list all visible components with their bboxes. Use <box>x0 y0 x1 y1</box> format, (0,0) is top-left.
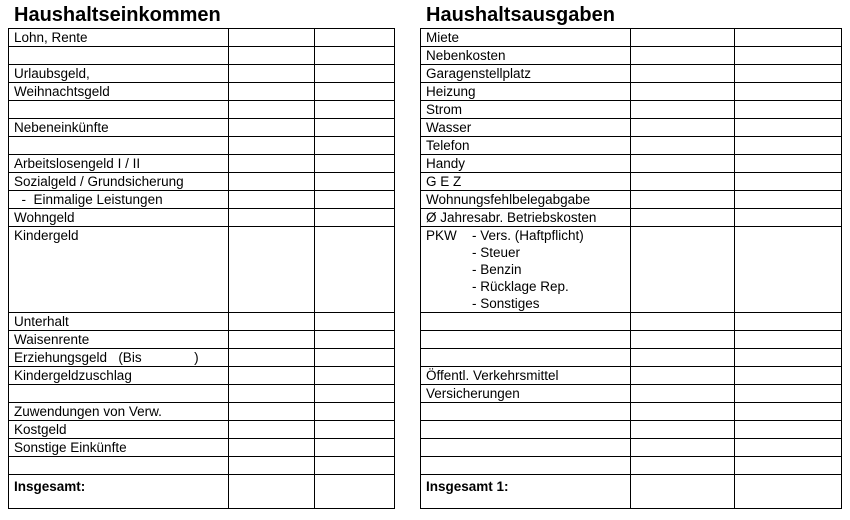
right-amount-cell[interactable] <box>631 421 735 439</box>
left-row <box>9 29 395 47</box>
left-row <box>9 227 395 313</box>
left-amount-cell[interactable] <box>229 137 315 155</box>
left-label-cell: Kostgeld <box>9 421 229 439</box>
right-label-cell: Heizung <box>421 83 631 101</box>
left-label-cell <box>9 47 229 65</box>
pkw-item: - Benzin <box>472 262 522 277</box>
right-amount-cell-2[interactable] <box>735 475 842 509</box>
right-amount-cell-2[interactable] <box>735 191 842 209</box>
right-amount-cell[interactable] <box>631 119 735 137</box>
right-amount-cell[interactable] <box>631 155 735 173</box>
left-amount-cell[interactable] <box>229 227 315 313</box>
left-amount-cell[interactable] <box>229 475 315 509</box>
right-amount-cell[interactable] <box>631 313 735 331</box>
left-row <box>9 331 395 349</box>
right-label-cell <box>421 349 631 367</box>
left-label-cell: Kindergeld <box>9 227 229 313</box>
left-label-cell: Sonstige Einkünfte <box>9 439 229 457</box>
right-amount-cell[interactable] <box>631 227 735 313</box>
right-amount-cell-2[interactable] <box>735 65 842 83</box>
right-amount-cell[interactable] <box>631 47 735 65</box>
left-amount-cell[interactable] <box>229 101 315 119</box>
right-amount-cell-2[interactable] <box>735 349 842 367</box>
left-row <box>9 349 395 367</box>
right-label-cell: Miete <box>421 29 631 47</box>
right-amount-cell-2[interactable] <box>735 83 842 101</box>
left-label-cell <box>9 101 229 119</box>
left-label-cell: Arbeitslosengeld I / II <box>9 155 229 173</box>
left-row <box>9 313 395 331</box>
right-row <box>421 385 842 403</box>
right-label-cell: Telefon <box>421 137 631 155</box>
right-amount-cell[interactable] <box>631 385 735 403</box>
right-amount-cell-2[interactable] <box>735 331 842 349</box>
right-label-cell <box>421 227 631 313</box>
right-label-cell: Nebenkosten <box>421 47 631 65</box>
right-amount-cell-2[interactable] <box>735 155 842 173</box>
right-amount-cell[interactable] <box>631 367 735 385</box>
right-row <box>421 101 842 119</box>
pkw-item: - Steuer <box>472 245 521 260</box>
left-label-cell: Insgesamt: <box>9 475 229 509</box>
left-amount-cell[interactable] <box>229 83 315 101</box>
right-row <box>421 367 842 385</box>
right-label-cell: Wohnungsfehlbelegabgabe <box>421 191 631 209</box>
right-amount-cell-2[interactable] <box>735 403 842 421</box>
left-row <box>9 155 395 173</box>
right-amount-cell-2[interactable] <box>735 385 842 403</box>
left-amount-cell[interactable] <box>229 29 315 47</box>
right-label-cell: Wasser <box>421 119 631 137</box>
right-row <box>421 439 842 457</box>
left-row <box>9 403 395 421</box>
left-row <box>9 421 395 439</box>
left-amount-cell-2[interactable] <box>315 137 395 155</box>
expenses-table <box>420 28 842 509</box>
right-label-cell: Versicherungen <box>421 385 631 403</box>
left-amount-cell[interactable] <box>229 173 315 191</box>
left-amount-cell-2[interactable] <box>315 155 395 173</box>
left-amount-cell[interactable] <box>229 385 315 403</box>
left-amount-cell-2[interactable] <box>315 349 395 367</box>
left-label-cell: Sozialgeld / Grundsicherung <box>9 173 229 191</box>
left-label-cell: Waisenrente <box>9 331 229 349</box>
left-amount-cell-2[interactable] <box>315 313 395 331</box>
left-amount-cell-2[interactable] <box>315 65 395 83</box>
right-label-cell: Insgesamt 1: <box>421 475 631 509</box>
right-amount-cell-2[interactable] <box>735 439 842 457</box>
right-amount-cell-2[interactable] <box>735 313 842 331</box>
right-row <box>421 155 842 173</box>
left-amount-cell[interactable] <box>229 421 315 439</box>
left-amount-cell-2[interactable] <box>315 209 395 227</box>
right-label-cell <box>421 331 631 349</box>
right-amount-cell[interactable] <box>631 191 735 209</box>
left-amount-cell-2[interactable] <box>315 173 395 191</box>
left-amount-cell-2[interactable] <box>315 227 395 313</box>
right-row <box>421 421 842 439</box>
right-amount-cell-2[interactable] <box>735 227 842 313</box>
left-label-cell: Unterhalt <box>9 313 229 331</box>
left-row <box>9 457 395 475</box>
left-amount-cell[interactable] <box>229 155 315 173</box>
left-amount-cell[interactable] <box>229 403 315 421</box>
left-label-cell: Erziehungsgeld (Bis ) <box>9 349 229 367</box>
left-amount-cell-2[interactable] <box>315 439 395 457</box>
left-row <box>9 65 395 83</box>
left-amount-cell-2[interactable] <box>315 475 395 509</box>
right-amount-cell[interactable] <box>631 349 735 367</box>
right-amount-cell-2[interactable] <box>735 47 842 65</box>
right-label-cell: Garagenstellplatz <box>421 65 631 83</box>
left-label-cell <box>9 385 229 403</box>
left-row <box>9 47 395 65</box>
left-row <box>9 137 395 155</box>
left-amount-cell[interactable] <box>229 439 315 457</box>
right-amount-cell[interactable] <box>631 457 735 475</box>
income-heading: Haushaltseinkommen <box>14 4 221 26</box>
left-row <box>9 475 395 509</box>
left-label-cell: - Einmalige Leistungen <box>9 191 229 209</box>
right-row <box>421 227 842 313</box>
left-amount-cell[interactable] <box>229 313 315 331</box>
left-amount-cell-2[interactable] <box>315 457 395 475</box>
right-row <box>421 457 842 475</box>
pkw-item: - Vers. (Haftpflicht) <box>472 228 584 243</box>
left-amount-cell-2[interactable] <box>315 29 395 47</box>
left-amount-cell[interactable] <box>229 191 315 209</box>
left-row <box>9 83 395 101</box>
right-row <box>421 331 842 349</box>
left-amount-cell[interactable] <box>229 367 315 385</box>
left-row <box>9 101 395 119</box>
left-amount-cell-2[interactable] <box>315 191 395 209</box>
right-amount-cell[interactable] <box>631 439 735 457</box>
right-label-cell <box>421 313 631 331</box>
right-row <box>421 475 842 509</box>
left-amount-cell[interactable] <box>229 457 315 475</box>
right-row <box>421 403 842 421</box>
left-amount-cell-2[interactable] <box>315 385 395 403</box>
left-amount-cell[interactable] <box>229 47 315 65</box>
right-row <box>421 209 842 227</box>
left-label-cell: Wohngeld <box>9 209 229 227</box>
right-label-cell <box>421 403 631 421</box>
right-row <box>421 191 842 209</box>
right-label-cell: Handy <box>421 155 631 173</box>
right-label-cell: Ø Jahresabr. Betriebskosten <box>421 209 631 227</box>
left-amount-cell[interactable] <box>229 349 315 367</box>
left-amount-cell-2[interactable] <box>315 403 395 421</box>
right-amount-cell[interactable] <box>631 475 735 509</box>
right-amount-cell-2[interactable] <box>735 101 842 119</box>
right-amount-cell-2[interactable] <box>735 421 842 439</box>
income-table <box>8 28 395 509</box>
right-amount-cell-2[interactable] <box>735 119 842 137</box>
left-label-cell: Kindergeldzuschlag <box>9 367 229 385</box>
right-row <box>421 47 842 65</box>
right-label-cell <box>421 457 631 475</box>
left-amount-cell[interactable] <box>229 209 315 227</box>
left-row <box>9 439 395 457</box>
right-row <box>421 83 842 101</box>
right-row <box>421 349 842 367</box>
left-row <box>9 191 395 209</box>
left-row <box>9 367 395 385</box>
right-amount-cell[interactable] <box>631 65 735 83</box>
right-amount-cell[interactable] <box>631 29 735 47</box>
right-amount-cell-2[interactable] <box>735 173 842 191</box>
right-amount-cell[interactable] <box>631 331 735 349</box>
pkw-label: PKW <box>426 228 457 243</box>
right-label-cell: G E Z <box>421 173 631 191</box>
left-label-cell: Zuwendungen von Verw. <box>9 403 229 421</box>
right-amount-cell-2[interactable] <box>735 367 842 385</box>
left-amount-cell[interactable] <box>229 65 315 83</box>
right-label-cell <box>421 421 631 439</box>
left-label-cell <box>9 137 229 155</box>
left-label-cell <box>9 457 229 475</box>
right-amount-cell-2[interactable] <box>735 29 842 47</box>
right-row <box>421 313 842 331</box>
left-amount-cell[interactable] <box>229 119 315 137</box>
expenses-heading: Haushaltsausgaben <box>426 4 615 26</box>
right-amount-cell[interactable] <box>631 83 735 101</box>
pkw-item: - Sonstiges <box>472 296 540 311</box>
right-row <box>421 119 842 137</box>
left-label-cell: Nebeneinkünfte <box>9 119 229 137</box>
left-label-cell: Lohn, Rente <box>9 29 229 47</box>
left-row <box>9 385 395 403</box>
right-amount-cell-2[interactable] <box>735 457 842 475</box>
left-label-cell: Urlaubsgeld, <box>9 65 229 83</box>
left-row <box>9 209 395 227</box>
right-label-cell <box>421 439 631 457</box>
right-row <box>421 137 842 155</box>
right-amount-cell[interactable] <box>631 209 735 227</box>
right-row <box>421 65 842 83</box>
left-amount-cell-2[interactable] <box>315 47 395 65</box>
right-row <box>421 29 842 47</box>
right-label-cell: Strom <box>421 101 631 119</box>
left-amount-cell-2[interactable] <box>315 101 395 119</box>
left-row <box>9 119 395 137</box>
left-amount-cell-2[interactable] <box>315 83 395 101</box>
left-amount-cell-2[interactable] <box>315 421 395 439</box>
right-amount-cell[interactable] <box>631 173 735 191</box>
right-label-cell: Öffentl. Verkehrsmittel <box>421 367 631 385</box>
left-amount-cell-2[interactable] <box>315 331 395 349</box>
right-amount-cell[interactable] <box>631 403 735 421</box>
right-amount-cell[interactable] <box>631 137 735 155</box>
right-amount-cell[interactable] <box>631 101 735 119</box>
right-row <box>421 173 842 191</box>
right-amount-cell-2[interactable] <box>735 137 842 155</box>
left-amount-cell[interactable] <box>229 331 315 349</box>
left-label-cell: Weihnachtsgeld <box>9 83 229 101</box>
pkw-item: - Rücklage Rep. <box>472 279 569 294</box>
left-amount-cell-2[interactable] <box>315 367 395 385</box>
left-row <box>9 173 395 191</box>
right-amount-cell-2[interactable] <box>735 209 842 227</box>
left-amount-cell-2[interactable] <box>315 119 395 137</box>
